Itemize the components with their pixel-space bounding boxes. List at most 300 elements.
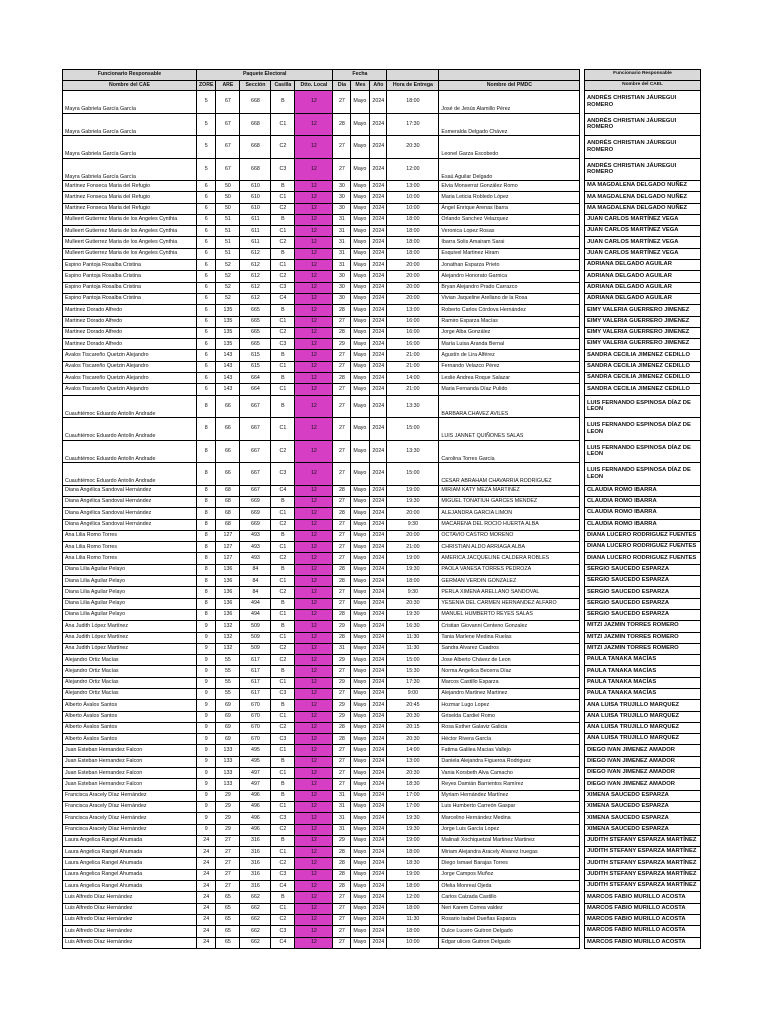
cell-anio: 2024 [370,688,387,699]
cell-anio: 2024 [370,305,387,316]
cell-hora: 16:00 [387,327,439,338]
cell-are: 65 [216,903,240,914]
cell-seccion: 316 [240,858,271,869]
cael-row [585,542,701,553]
cell-seccion: 662 [240,903,271,914]
cell-dtto: 12 [295,519,333,530]
cell-dtto: 12 [295,373,333,384]
cell-casilla: C2 [271,722,295,733]
cell-mes: Mayo [351,192,370,203]
header-side-cael: Nombre del CAEL [585,80,701,91]
cell-zore: 9 [197,813,216,824]
table-row [63,677,580,688]
cell-pmdc: BARBARA CHAVEZ AVILES [439,395,580,418]
cell-cae: Luis Alfredo Díaz Hernández [63,903,197,914]
cell-mes: Mayo [351,881,370,892]
cell-are: 27 [216,847,240,858]
cell-pmdc: Roberto Carlos Córdova Hernández [439,305,580,316]
cell-cael: CLAUDIA ROMO IBARRA [585,496,701,507]
cell-seccion: 670 [240,734,271,745]
cell-zore: 24 [197,881,216,892]
table-row [63,226,580,237]
table-group-header [63,70,580,81]
cell-hora: 16:30 [387,621,439,632]
cell-seccion: 667 [240,395,271,418]
cell-mes: Mayo [351,113,370,136]
cell-hora: 13:00 [387,181,439,192]
cell-mes: Mayo [351,587,370,598]
cael-table-container [584,69,701,949]
cell-mes: Mayo [351,395,370,418]
cell-cae: Alberto Ávalos Santos [63,700,197,711]
cell-anio: 2024 [370,327,387,338]
cell-dia: 28 [333,485,351,496]
cell-mes: Mayo [351,339,370,350]
cell-dia: 31 [333,248,351,259]
header-pmdc: Nombre del PMDC [439,80,580,91]
cell-pmdc: Fatima Galilea Macias Vallejo [439,745,580,756]
cell-are: 55 [216,655,240,666]
table-row [63,813,580,824]
cell-casilla: B [271,835,295,846]
header-cae: Nombre del CAE [63,80,197,91]
cell-anio: 2024 [370,711,387,722]
cell-seccion: 494 [240,609,271,620]
cell-casilla: C1 [271,847,295,858]
cell-seccion: 495 [240,745,271,756]
cell-dtto: 12 [295,271,333,282]
cael-row [585,181,701,192]
cell-pmdc: Ángel Enrique Arenas Ibarra [439,203,580,214]
cell-dtto: 12 [295,418,333,441]
cell-cae: Juan Esteban Hernandez Falcon [63,768,197,779]
cell-zore: 24 [197,869,216,880]
table-row [63,192,580,203]
cell-pmdc: MACARENA DEL ROCIO HUERTA ALBA [439,519,580,530]
cell-casilla: C2 [271,136,295,159]
cell-casilla: C1 [271,113,295,136]
cell-mes: Mayo [351,542,370,553]
cell-dtto: 12 [295,440,333,463]
table-row [63,327,580,338]
cell-dtto: 12 [295,136,333,159]
cell-zore: 5 [197,91,216,114]
cell-cae: Francisca Aracely Díaz Hernández [63,801,197,812]
cell-dtto: 12 [295,598,333,609]
cell-seccion: 612 [240,260,271,271]
cell-dia: 30 [333,203,351,214]
cell-anio: 2024 [370,192,387,203]
cell-zore: 8 [197,542,216,553]
cell-casilla: C2 [271,914,295,925]
cell-zore: 9 [197,779,216,790]
cell-casilla: C2 [271,655,295,666]
cell-dia: 31 [333,214,351,225]
cell-dia: 30 [333,192,351,203]
cell-are: 143 [216,361,240,372]
table-row [63,305,580,316]
cell-cael: DIANA LUCERO RODRIGUEZ FUENTES [585,530,701,541]
cell-mes: Mayo [351,181,370,192]
cell-dtto: 12 [295,316,333,327]
table-row [63,711,580,722]
cell-casilla: C1 [271,711,295,722]
table-row [63,214,580,225]
cell-zore: 24 [197,892,216,903]
cell-hora: 21:00 [387,361,439,372]
cell-casilla: C3 [271,926,295,937]
cell-anio: 2024 [370,858,387,869]
cael-row [585,440,701,463]
cell-cael: MA MAGDALENA DELGADO NUÑEZ [585,181,701,192]
cell-dtto: 12 [295,564,333,575]
cell-pmdc: GERMAN VERDIN GONZALEZ [439,576,580,587]
cell-dia: 27 [333,136,351,159]
cell-cae: Alejandro Ortiz Macías [63,688,197,699]
cell-dtto: 12 [295,463,333,486]
cell-zore: 9 [197,632,216,643]
cell-cael: DIEGO IVAN JIMENEZ AMADOR [585,768,701,779]
cell-pmdc: PERLA XIMENA ARELLANO SANDOVAL [439,587,580,598]
cell-seccion: 610 [240,203,271,214]
cell-mes: Mayo [351,293,370,304]
header-group-paquete: Paquete Electoral [197,70,333,81]
cell-seccion: 669 [240,508,271,519]
cell-hora: 21:00 [387,350,439,361]
cell-cael: JUDITH STEFANY ESPARZA MARTÍNEZ [585,847,701,858]
cell-anio: 2024 [370,440,387,463]
cell-casilla: C3 [271,869,295,880]
cael-row [585,824,701,835]
cell-mes: Mayo [351,779,370,790]
cell-dia: 27 [333,384,351,395]
cell-dia: 31 [333,813,351,824]
cell-dtto: 12 [295,384,333,395]
header-casilla: Casilla [271,80,295,91]
cael-row [585,914,701,925]
cell-zore: 8 [197,440,216,463]
cael-row [585,508,701,519]
cell-dtto: 12 [295,553,333,564]
cell-are: 135 [216,327,240,338]
cell-mes: Mayo [351,847,370,858]
cell-dia: 27 [333,519,351,530]
cell-casilla: B [271,700,295,711]
cell-pmdc: Esaú Aguilar Delgado [439,158,580,181]
cell-cae: Ana Judith López Martínez [63,621,197,632]
cell-are: 136 [216,564,240,575]
cell-are: 135 [216,339,240,350]
cell-zore: 8 [197,496,216,507]
cell-mes: Mayo [351,643,370,654]
cell-mes: Mayo [351,316,370,327]
cell-mes: Mayo [351,91,370,114]
cell-cae: Martinez Dorado Alfredo [63,316,197,327]
cell-dtto: 12 [295,926,333,937]
cell-cael: CLAUDIA ROMO IBARRA [585,519,701,530]
cell-seccion: 662 [240,892,271,903]
table-row [63,598,580,609]
cell-zore: 6 [197,327,216,338]
cell-pmdc: Myriam Hernández Martínez [439,790,580,801]
cell-pmdc: Norma Angelica Becerra Díaz [439,666,580,677]
cell-casilla: C1 [271,316,295,327]
cell-cael: SANDRA CECILIA JIMENEZ CEDILLO [585,384,701,395]
cell-anio: 2024 [370,734,387,745]
cell-casilla: C3 [271,813,295,824]
cell-pmdc: Rosa Esther Galaviz Galicia [439,722,580,733]
table-row [63,485,580,496]
cell-are: 66 [216,418,240,441]
cell-dia: 28 [333,327,351,338]
cell-pmdc: Carolina Torres García [439,440,580,463]
cell-dtto: 12 [295,485,333,496]
cell-hora: 20:00 [387,508,439,519]
cael-row [585,418,701,441]
cell-casilla: C4 [271,293,295,304]
cell-hora: 19:30 [387,496,439,507]
cell-mes: Mayo [351,226,370,237]
cell-cae: Mayra Gabriela García García [63,113,197,136]
cael-row [585,576,701,587]
cell-seccion: 493 [240,542,271,553]
cell-casilla: C3 [271,688,295,699]
cael-row [585,113,701,136]
table-row [63,858,580,869]
cell-casilla: C1 [271,768,295,779]
cell-are: 50 [216,192,240,203]
table-row [63,790,580,801]
cael-row [585,395,701,418]
cell-cael: MARCOS FABIO MURILLO ACOSTA [585,892,701,903]
cell-are: 65 [216,914,240,925]
cell-anio: 2024 [370,609,387,620]
cell-seccion: 617 [240,666,271,677]
cell-pmdc: Edgar ulices Guitron Delgado [439,937,580,948]
cell-hora: 17:00 [387,801,439,812]
cell-cael: LUIS FERNANDO ESPINOSA DÍAZ DE LEON [585,395,701,418]
cell-anio: 2024 [370,136,387,159]
cell-seccion: 617 [240,677,271,688]
header-anio: Año [370,80,387,91]
cell-dtto: 12 [295,790,333,801]
cell-seccion: 665 [240,316,271,327]
cell-zore: 8 [197,587,216,598]
table-row [63,892,580,903]
cell-hora: 12:00 [387,158,439,181]
cell-are: 51 [216,226,240,237]
cell-casilla: B [271,779,295,790]
cell-mes: Mayo [351,530,370,541]
cell-pmdc: Rosario Isabel Dueñas Esparza [439,914,580,925]
table-row [63,688,580,699]
cael-table [584,69,701,949]
cell-hora: 19:00 [387,869,439,880]
cell-hora: 15:00 [387,418,439,441]
cael-row [585,643,701,654]
cael-row [585,564,701,575]
cell-hora: 19:00 [387,835,439,846]
cell-mes: Mayo [351,508,370,519]
cell-zore: 9 [197,790,216,801]
cell-cael: JUDITH STEFANY ESPARZA MARTÍNEZ [585,881,701,892]
cell-hora: 10:00 [387,192,439,203]
cell-seccion: 496 [240,813,271,824]
cael-row [585,587,701,598]
cell-dia: 31 [333,824,351,835]
cell-pmdc: Esquivel Martinez Hiram [439,248,580,259]
cell-dtto: 12 [295,847,333,858]
cell-dtto: 12 [295,756,333,767]
cell-cae: Francisca Aracely Díaz Hernández [63,824,197,835]
cell-hora: 19:30 [387,824,439,835]
cell-anio: 2024 [370,914,387,925]
cell-pmdc: Leslie Andrea Roque Salazar [439,373,580,384]
cell-dia: 28 [333,508,351,519]
cell-dtto: 12 [295,869,333,880]
cell-hora: 11:30 [387,914,439,925]
cell-casilla: C2 [271,237,295,248]
cell-hora: 10:00 [387,203,439,214]
cell-mes: Mayo [351,361,370,372]
cell-zore: 6 [197,214,216,225]
cell-mes: Mayo [351,688,370,699]
cell-are: 143 [216,384,240,395]
table-row [63,643,580,654]
cell-zore: 9 [197,643,216,654]
cell-mes: Mayo [351,384,370,395]
cell-pmdc: Alejandro Honorato Garnica [439,271,580,282]
cell-hora: 21:00 [387,384,439,395]
cael-row [585,519,701,530]
cell-zore: 8 [197,530,216,541]
cell-anio: 2024 [370,181,387,192]
table-row [63,756,580,767]
cell-zore: 8 [197,508,216,519]
cell-seccion: 615 [240,350,271,361]
cell-hora: 14:00 [387,745,439,756]
cell-seccion: 612 [240,271,271,282]
cell-seccion: 509 [240,632,271,643]
cell-dtto: 12 [295,395,333,418]
cell-dia: 29 [333,677,351,688]
cael-row [585,779,701,790]
cell-dtto: 12 [295,305,333,316]
cell-are: 50 [216,203,240,214]
cell-anio: 2024 [370,339,387,350]
cell-hora: 20:00 [387,260,439,271]
cell-hora: 13:00 [387,305,439,316]
cell-cae: Juan Esteban Hernandez Falcon [63,756,197,767]
cell-anio: 2024 [370,576,387,587]
header-group-hora-blank [387,70,439,81]
cell-mes: Mayo [351,496,370,507]
cell-dtto: 12 [295,496,333,507]
table-row [63,587,580,598]
table-row [63,609,580,620]
cell-cae: Laura Angelica Rangel Ahumada [63,869,197,880]
cael-row [585,293,701,304]
cell-anio: 2024 [370,700,387,711]
cell-casilla: C2 [271,327,295,338]
cell-cael: DIANA LUCERO RODRIGUEZ FUENTES [585,542,701,553]
cell-dtto: 12 [295,158,333,181]
delivery-table-body [63,91,580,949]
cael-row [585,271,701,282]
cell-hora: 9:30 [387,587,439,598]
cell-casilla: B [271,666,295,677]
header-side-group: Funcionario Responsable [585,70,701,81]
cell-cae: Cuauhtémoc Eduardo Antolín Andrade [63,418,197,441]
table-row [63,519,580,530]
cell-are: 67 [216,91,240,114]
cell-cael: MITZI JAZMIN TORRES ROMERO [585,632,701,643]
cell-dtto: 12 [295,824,333,835]
cell-pmdc: Luis Humberto Carreón Gaspar [439,801,580,812]
cell-are: 67 [216,113,240,136]
cell-zore: 24 [197,847,216,858]
cell-seccion: 316 [240,847,271,858]
cell-hora: 17:30 [387,677,439,688]
cell-anio: 2024 [370,722,387,733]
cell-hora: 13:30 [387,440,439,463]
table-row [63,440,580,463]
cell-casilla: C1 [271,801,295,812]
cell-dtto: 12 [295,203,333,214]
cell-dtto: 12 [295,745,333,756]
cell-seccion: 497 [240,779,271,790]
cell-are: 143 [216,350,240,361]
cell-cael: CLAUDIA ROMO IBARRA [585,508,701,519]
cell-cael: PAULA TANAKA MACÍAS [585,688,701,699]
cell-anio: 2024 [370,91,387,114]
cael-row [585,260,701,271]
cell-hora: 17:00 [387,790,439,801]
cell-cael: LUIS FERNANDO ESPINOSA DÍAZ DE LEON [585,418,701,441]
cell-are: 68 [216,519,240,530]
cell-seccion: 612 [240,293,271,304]
cell-dtto: 12 [295,293,333,304]
header-hora: Hora de Entrega [387,80,439,91]
cell-casilla: B [271,248,295,259]
cell-cael: ANA LUISA TRUJILLO MARQUEZ [585,711,701,722]
cell-pmdc: Veronica Lopez Rosas [439,226,580,237]
cell-pmdc: Orlando Sanchez Velazquez [439,214,580,225]
cell-cael: PAULA TANAKA MACÍAS [585,655,701,666]
cell-mes: Mayo [351,350,370,361]
cell-are: 133 [216,756,240,767]
cell-dtto: 12 [295,113,333,136]
cell-casilla: C2 [271,440,295,463]
cell-seccion: 617 [240,655,271,666]
cell-pmdc: Jose Alberto Chávez de Leon [439,655,580,666]
cell-casilla: C2 [271,824,295,835]
cell-zore: 6 [197,282,216,293]
cell-cae: Alberto Ávalos Santos [63,722,197,733]
cell-seccion: 495 [240,756,271,767]
cael-row [585,237,701,248]
cell-seccion: 667 [240,485,271,496]
cell-anio: 2024 [370,271,387,282]
cell-seccion: 667 [240,463,271,486]
cell-are: 68 [216,496,240,507]
cell-dtto: 12 [295,779,333,790]
cell-are: 69 [216,711,240,722]
cael-row [585,926,701,937]
cell-mes: Mayo [351,214,370,225]
cell-casilla: B [271,530,295,541]
cell-hora: 20:30 [387,768,439,779]
